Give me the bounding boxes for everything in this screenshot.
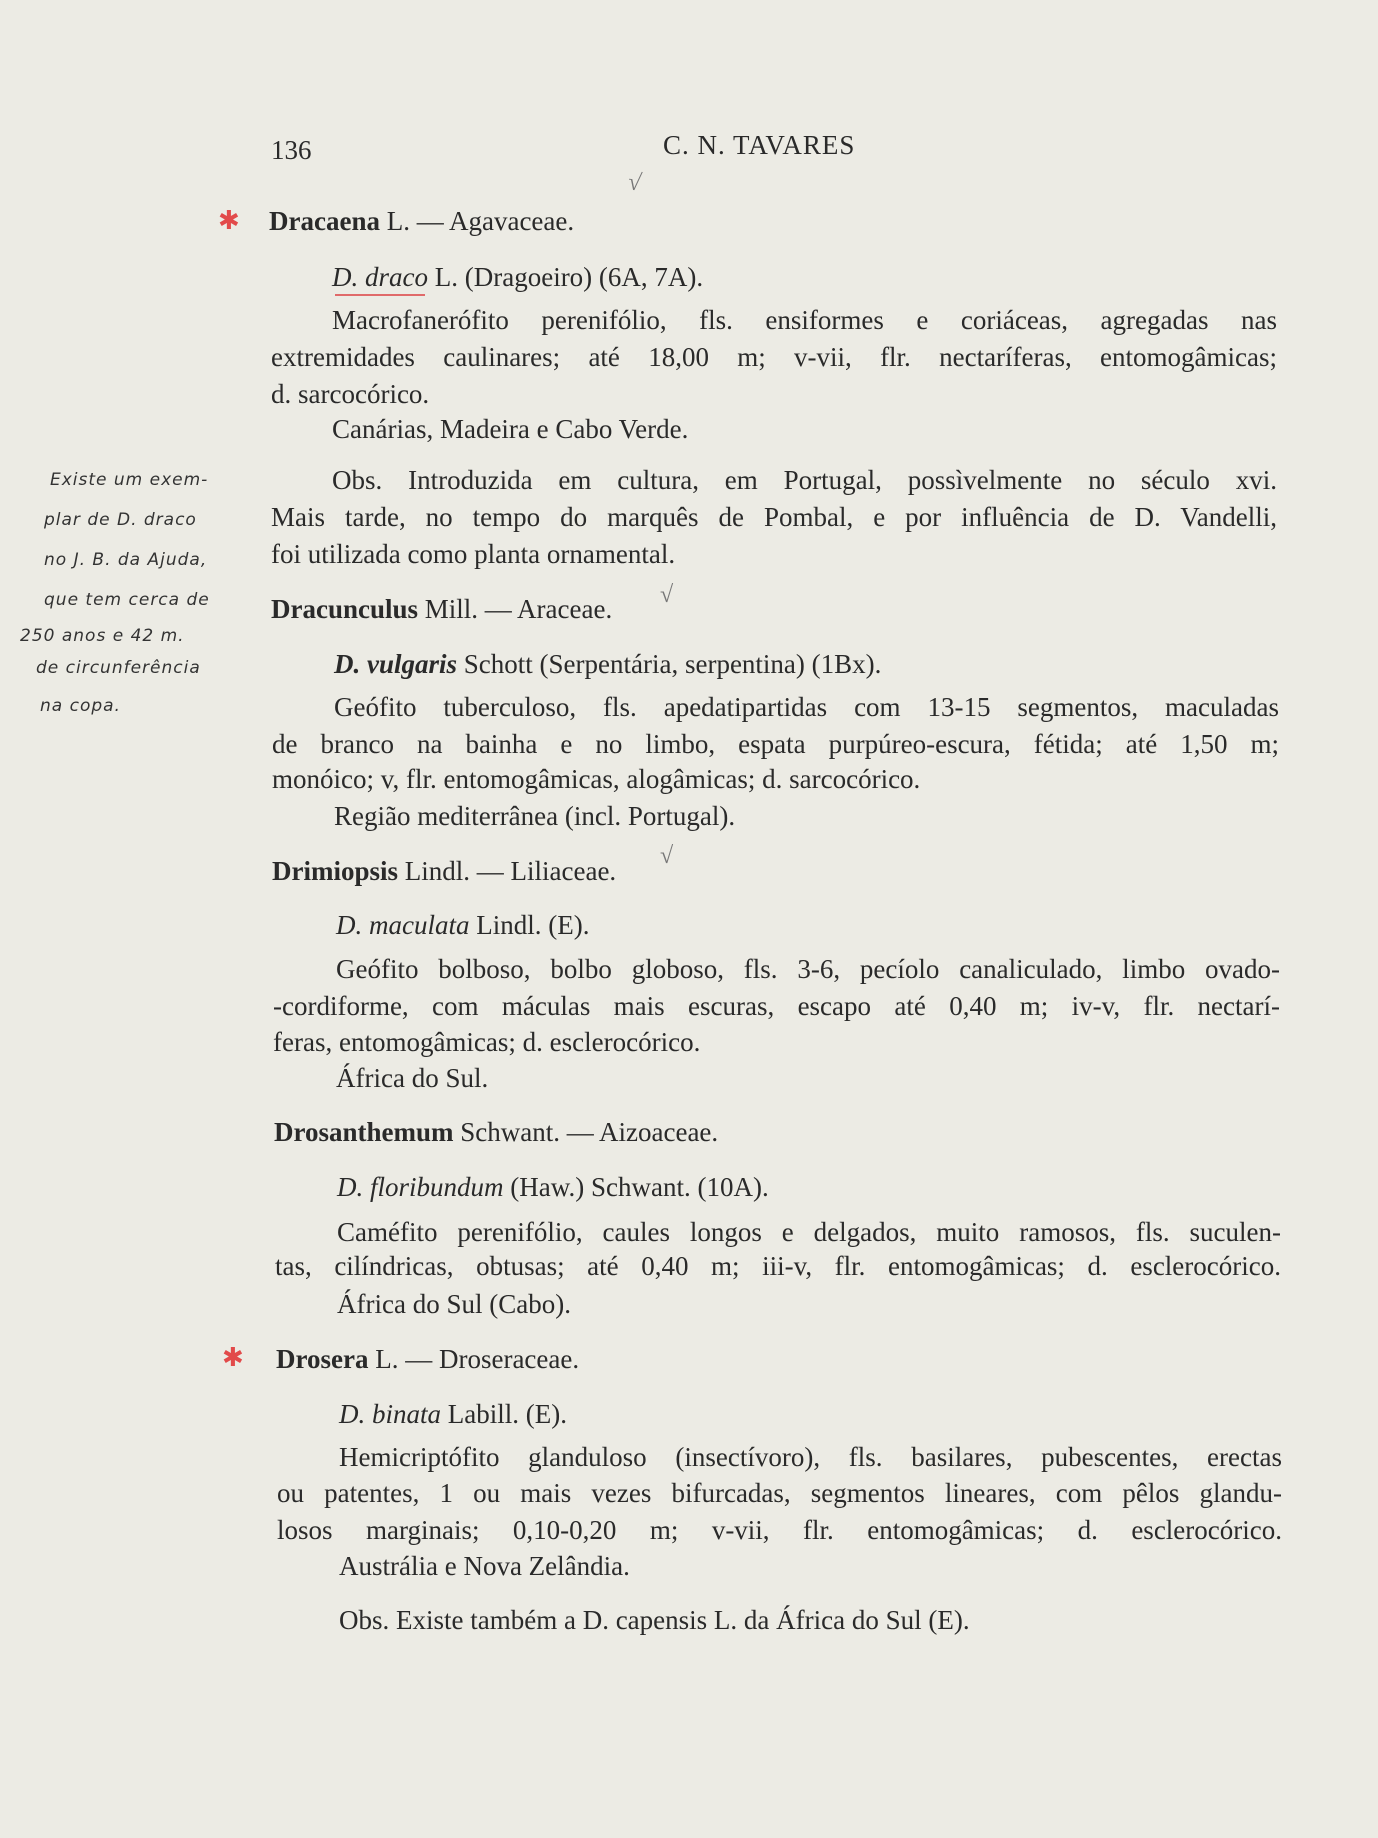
description-line: losos marginais; 0,10-0,20 m; v-vii, flr. entomogâmicas; d. esclerocórico. [277,1515,1282,1545]
check-mark-icon: √ [626,169,643,197]
obs-line: Mais tarde, no tempo do marquês de Pombal, e por influência de D. Vandelli, [271,502,1277,532]
genus-author: L. — Droseraceae. [375,1344,580,1374]
genus-heading [274,1115,718,1149]
genus-author: Lindl. — Liliaceae. [404,856,617,886]
genus-heading [272,854,616,888]
species-details: Schott (Serpentária, serpentina) (1Bx). [463,649,882,679]
genus-name: Dracunculus [271,594,419,624]
description-line: Geófito bolboso, bolbo globoso, fls. 3-6, pecíolo canaliculado, limbo ovado- [336,954,1280,984]
check-mark-icon: √ [660,582,674,608]
species-name: D. floribundum [337,1172,504,1202]
description-line: Hemicriptófito glanduloso (insectívoro), fls. basilares, pubescentes, erectas [339,1442,1282,1472]
species-heading [339,1397,567,1431]
description-line: monóico; v, flr. entomogâmicas, alogâmicas; d. sarcocórico. [272,764,921,794]
genus-author: Schwant. — Aizoaceae. [460,1117,719,1147]
species-details: L. (Dragoeiro) (6A, 7A). [434,262,704,292]
description-line: -cordiforme, com máculas mais escuras, escapo até 0,40 m; iv-v, flr. nectarí- [273,991,1280,1021]
description-line: Caméfito perenifólio, caules longos e delgados, muito ramosos, fls. suculen- [337,1217,1281,1247]
genus-heading [276,1342,579,1376]
species-details: Lindl. (E). [476,910,590,940]
description-line: tas, cilíndricas, obtusas; até 0,40 m; iii-v, flr. entomogâmicas; d. esclerocórico. [275,1251,1281,1281]
species-name: D. binata [339,1399,442,1429]
note-line: plar de D. draco [44,510,197,530]
asterisk-mark-icon: ✱ [222,1343,244,1372]
genus-heading [271,592,612,626]
species-details: (Haw.) Schwant. (10A). [510,1172,769,1202]
description-line: de branco na bainha e no limbo, espata purpúreo-escura, fétida; até 1,50 m; [272,729,1279,759]
note-line: no J. B. da Ajuda, [44,550,208,570]
running-head: C. N. TAVARES [663,130,856,160]
distribution: Canárias, Madeira e Cabo Verde. [332,414,689,444]
asterisk-mark-icon: ✱ [218,206,240,235]
note-line: 250 anos e 42 m. [20,626,185,646]
distribution: África do Sul. [336,1063,489,1093]
species-details: Labill. (E). [447,1399,567,1429]
species-name: D. vulgaris [334,649,458,679]
red-underline [335,294,425,296]
distribution: Região mediterrânea (incl. Portugal). [334,801,736,831]
description-line: extremidades caulinares; até 18,00 m; v-vii, flr. nectaríferas, entomogâmicas; [271,342,1277,372]
obs-line: Obs. Existe também a D. capensis L. da África do Sul (E). [339,1605,970,1635]
page-number: 136 [271,135,312,165]
species-heading [337,1170,769,1204]
description-line: ou patentes, 1 ou mais vezes bifurcadas, segmentos lineares, com pêlos glandu- [277,1478,1282,1508]
species-name: D. maculata [336,910,470,940]
genus-heading [269,204,574,238]
note-line: que tem cerca de [44,590,210,610]
genus-author: L. — Agavaceae. [386,206,575,236]
obs-line: Obs. Introduzida em cultura, em Portugal, possìvelmente no século xvi. [332,465,1277,495]
genus-name: Drosanthemum [274,1117,454,1147]
note-line: de circunferência [36,658,201,678]
species-name: D. draco [332,262,428,292]
description-line: Geófito tuberculoso, fls. apedatipartidas com 13-15 segmentos, maculadas [334,692,1279,722]
genus-name: Drosera [276,1344,369,1374]
species-heading [332,260,703,294]
genus-name: Drimiopsis [272,856,399,886]
note-line: Existe um exem- [50,470,209,490]
genus-author: Mill. — Araceae. [424,594,613,624]
description-line: d. sarcocórico. [271,379,430,409]
distribution: Austrália e Nova Zelândia. [339,1551,630,1581]
distribution: África do Sul (Cabo). [337,1289,571,1319]
description-line: feras, entomogâmicas; d. esclerocórico. [273,1027,701,1057]
obs-line: foi utilizada como planta ornamental. [271,539,676,569]
note-line: na copa. [40,696,121,716]
check-mark-icon: √ [660,843,674,869]
species-heading [334,647,881,681]
description-line: Macrofanerófito perenifólio, fls. ensiformes e coriáceas, agregadas nas [332,305,1277,335]
species-heading [336,908,589,942]
genus-name: Dracaena [269,206,380,236]
